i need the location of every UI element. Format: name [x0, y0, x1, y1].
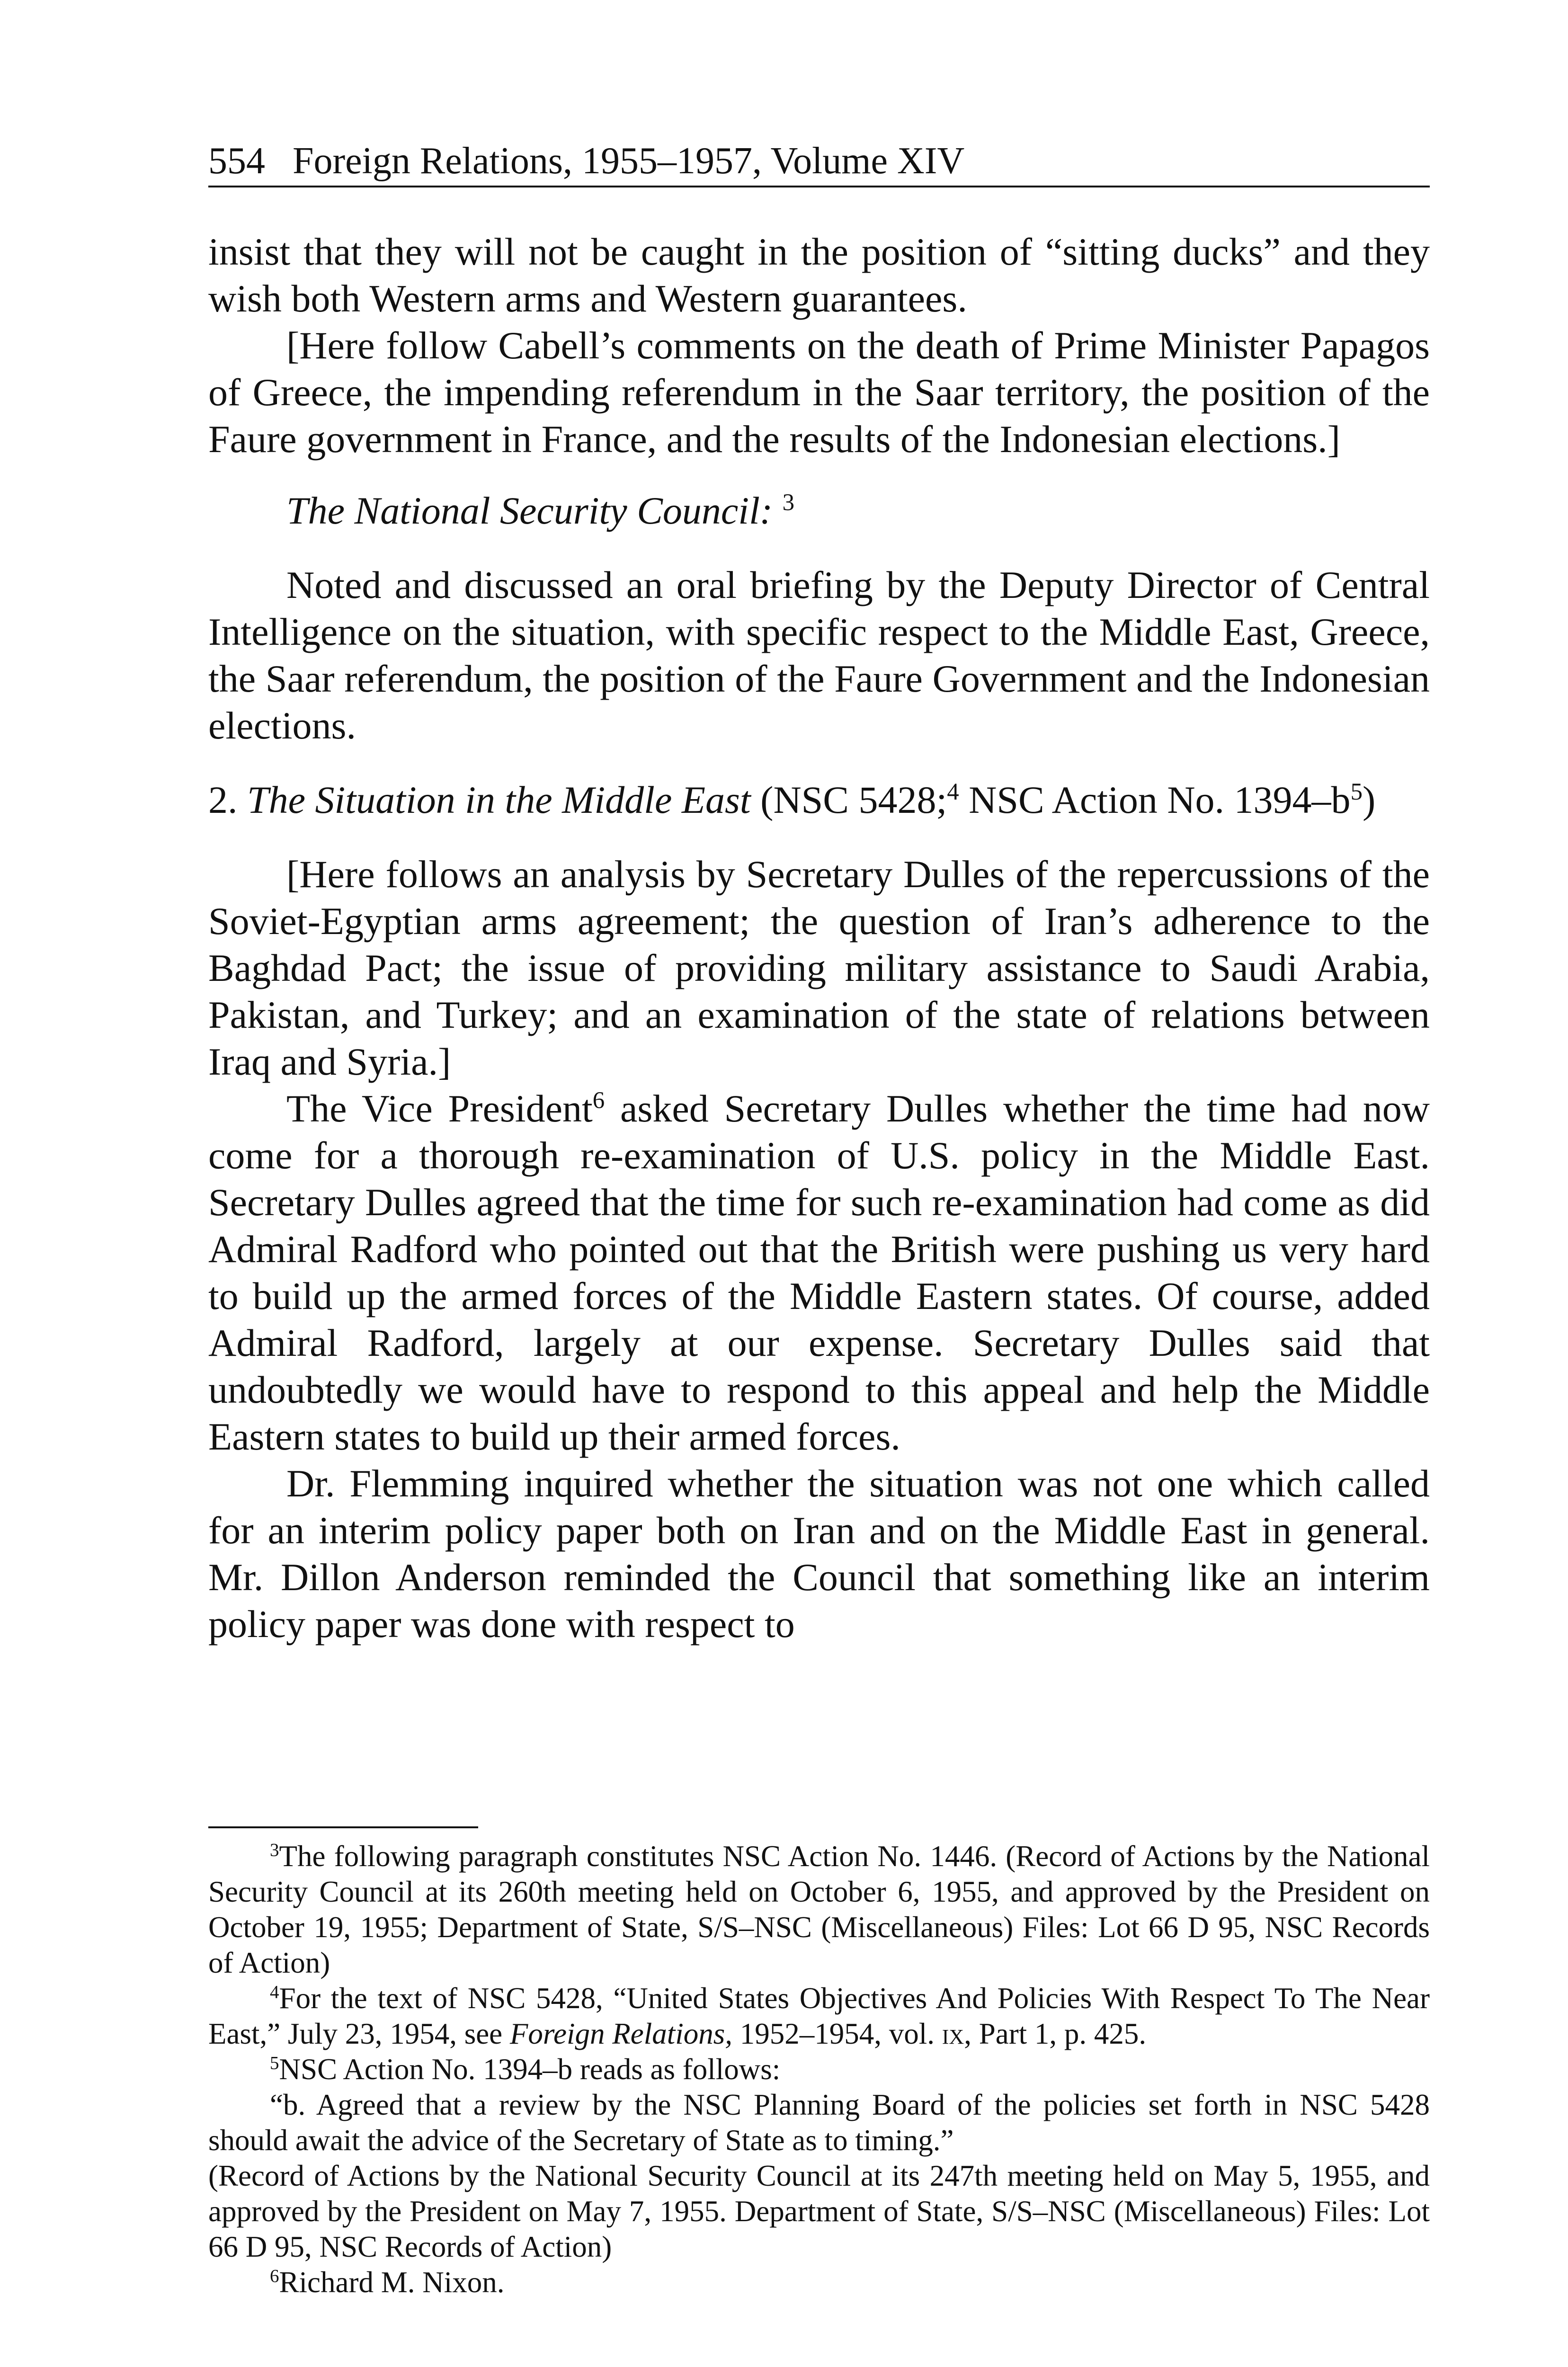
agenda-item-heading	[208, 776, 1430, 823]
running-title: Foreign Relations, 1955–1957, Volume XIV	[293, 140, 965, 182]
nsc-heading	[208, 487, 1430, 534]
vp-text-start: The Vice President	[286, 1087, 593, 1130]
footnote-4-text-a: For the text of NSC 5428, “United States Objectives And Policies With Respect To The Near East,” July 23, 1954, see	[208, 1982, 1430, 2050]
editorial-note-cabell: [Here follow Cabell’s comments on the death of Prime Minister Papagos of Greece, the impending referendum in the Saar territory, the position of the Faure government in France, and the results of the Indonesian elections.]	[208, 324, 1430, 461]
paragraph-continuation: insist that they will not be caught in the position of “sitting ducks” and they wish both Western arms and Western guarantees.	[208, 230, 1430, 320]
editorial-note-dulles: [Here follows an analysis by Secretary Dulles of the repercussions of the Soviet-Egyptian arms agreement; the question of Iran’s adherence to the Baghdad Pact; the issue of providing military assistance to Saudi Arabia, Pakistan, and Turkey; and an examination of the state of relations between Iraq and Syria.]	[208, 853, 1430, 1083]
footnote-3	[208, 1839, 1430, 1981]
footnote-4-text-c: , Part 1, p. 425.	[964, 2017, 1147, 2050]
footnote-5-quote: “b. Agreed that a review by the NSC Planning Board of the policies set forth in NSC 5428 should await the advice of the Secretary of State as to timing.”	[208, 2088, 1430, 2157]
footnote-6	[208, 2265, 1430, 2300]
main-text	[208, 228, 1430, 1647]
item-title: The Situation in the Middle East	[247, 778, 751, 821]
footnote-4-volume: ix	[942, 2017, 964, 2050]
nsc-heading-text: The National Security Council:	[286, 489, 773, 532]
running-header	[208, 137, 1430, 187]
item-number: 2.	[208, 778, 238, 821]
footnote-5-number: 5	[270, 2053, 279, 2073]
vp-text-rest: asked Secretary Dulles whether the time had now come for a thorough re-examination of U.S. policy in the Middle East. Secretary Dulles agreed that the time for such re-examination had come as did Admiral Radford who pointed out that the British were pushing us very hard to build up the armed forces of the Middle Eastern states. Of course, added Admiral Radford, largely at our expense. Secretary Dulles said that undoubtedly we would have to respond to this appeal and help the Middle Eastern states to build up their armed forces.	[208, 1087, 1430, 1458]
footnote-ref-4: 4	[947, 778, 959, 805]
item-action: NSC Action No. 1394–b	[969, 778, 1351, 821]
footnote-5-text: NSC Action No. 1394–b reads as follows:	[279, 2053, 781, 2086]
footnote-separator	[208, 1826, 478, 1828]
footnote-4-text-b: 1952–1954, vol.	[739, 2017, 935, 2050]
page-number: 554	[208, 140, 265, 182]
footnote-3-number: 3	[270, 1840, 279, 1860]
footnote-3-text: The following paragraph constitutes NSC Action No. 1446. (Record of Actions by the National Security Council at its 260th meeting held on October 6, 1955, and approved by the President on October 19, 1955; Department of State, S/S–NSC (Miscellaneous) Files: Lot 66 D 95, NSC Records of Action)	[208, 1840, 1430, 1979]
footnote-6-number: 6	[270, 2266, 279, 2287]
footnote-4-italic: Foreign Relations,	[509, 2017, 732, 2050]
nsc-action-paragraph: Noted and discussed an oral briefing by the Deputy Director of Central Intelligence on the situation, with specific respect to the Middle East, Greece, the Saar referendum, the position of the Faure Government and the Indonesian elections.	[208, 563, 1430, 747]
footnote-ref-5: 5	[1350, 778, 1363, 805]
paragraph-vice-president	[208, 1085, 1430, 1460]
footnote-4	[208, 1981, 1430, 2052]
paragraph-flemming: Dr. Flemming inquired whether the situation was not one which called for an interim policy paper both on Iran and on the Middle East in general. Mr. Dillon Anderson reminded the Council that something like an interim policy paper was done with respect to	[208, 1462, 1430, 1646]
footnote-5-record: (Record of Actions by the National Security Council at its 247th meeting held on May 5, 1955, and approved by the President on May 7, 1955. Department of State, S/S–NSC (Miscellaneous) Files: Lot 66 D 95, NSC Records of Action)	[208, 2159, 1430, 2263]
item-paren-close: )	[1362, 778, 1376, 821]
footnote-6-text: Richard M. Nixon.	[279, 2266, 505, 2299]
footnote-ref-3: 3	[782, 489, 795, 516]
item-paren-open: (NSC 5428;	[760, 778, 947, 821]
footnote-4-number: 4	[270, 1982, 279, 2002]
footnote-5	[208, 2052, 1430, 2087]
footnote-ref-6: 6	[592, 1087, 605, 1114]
footnotes	[208, 1839, 1430, 2300]
